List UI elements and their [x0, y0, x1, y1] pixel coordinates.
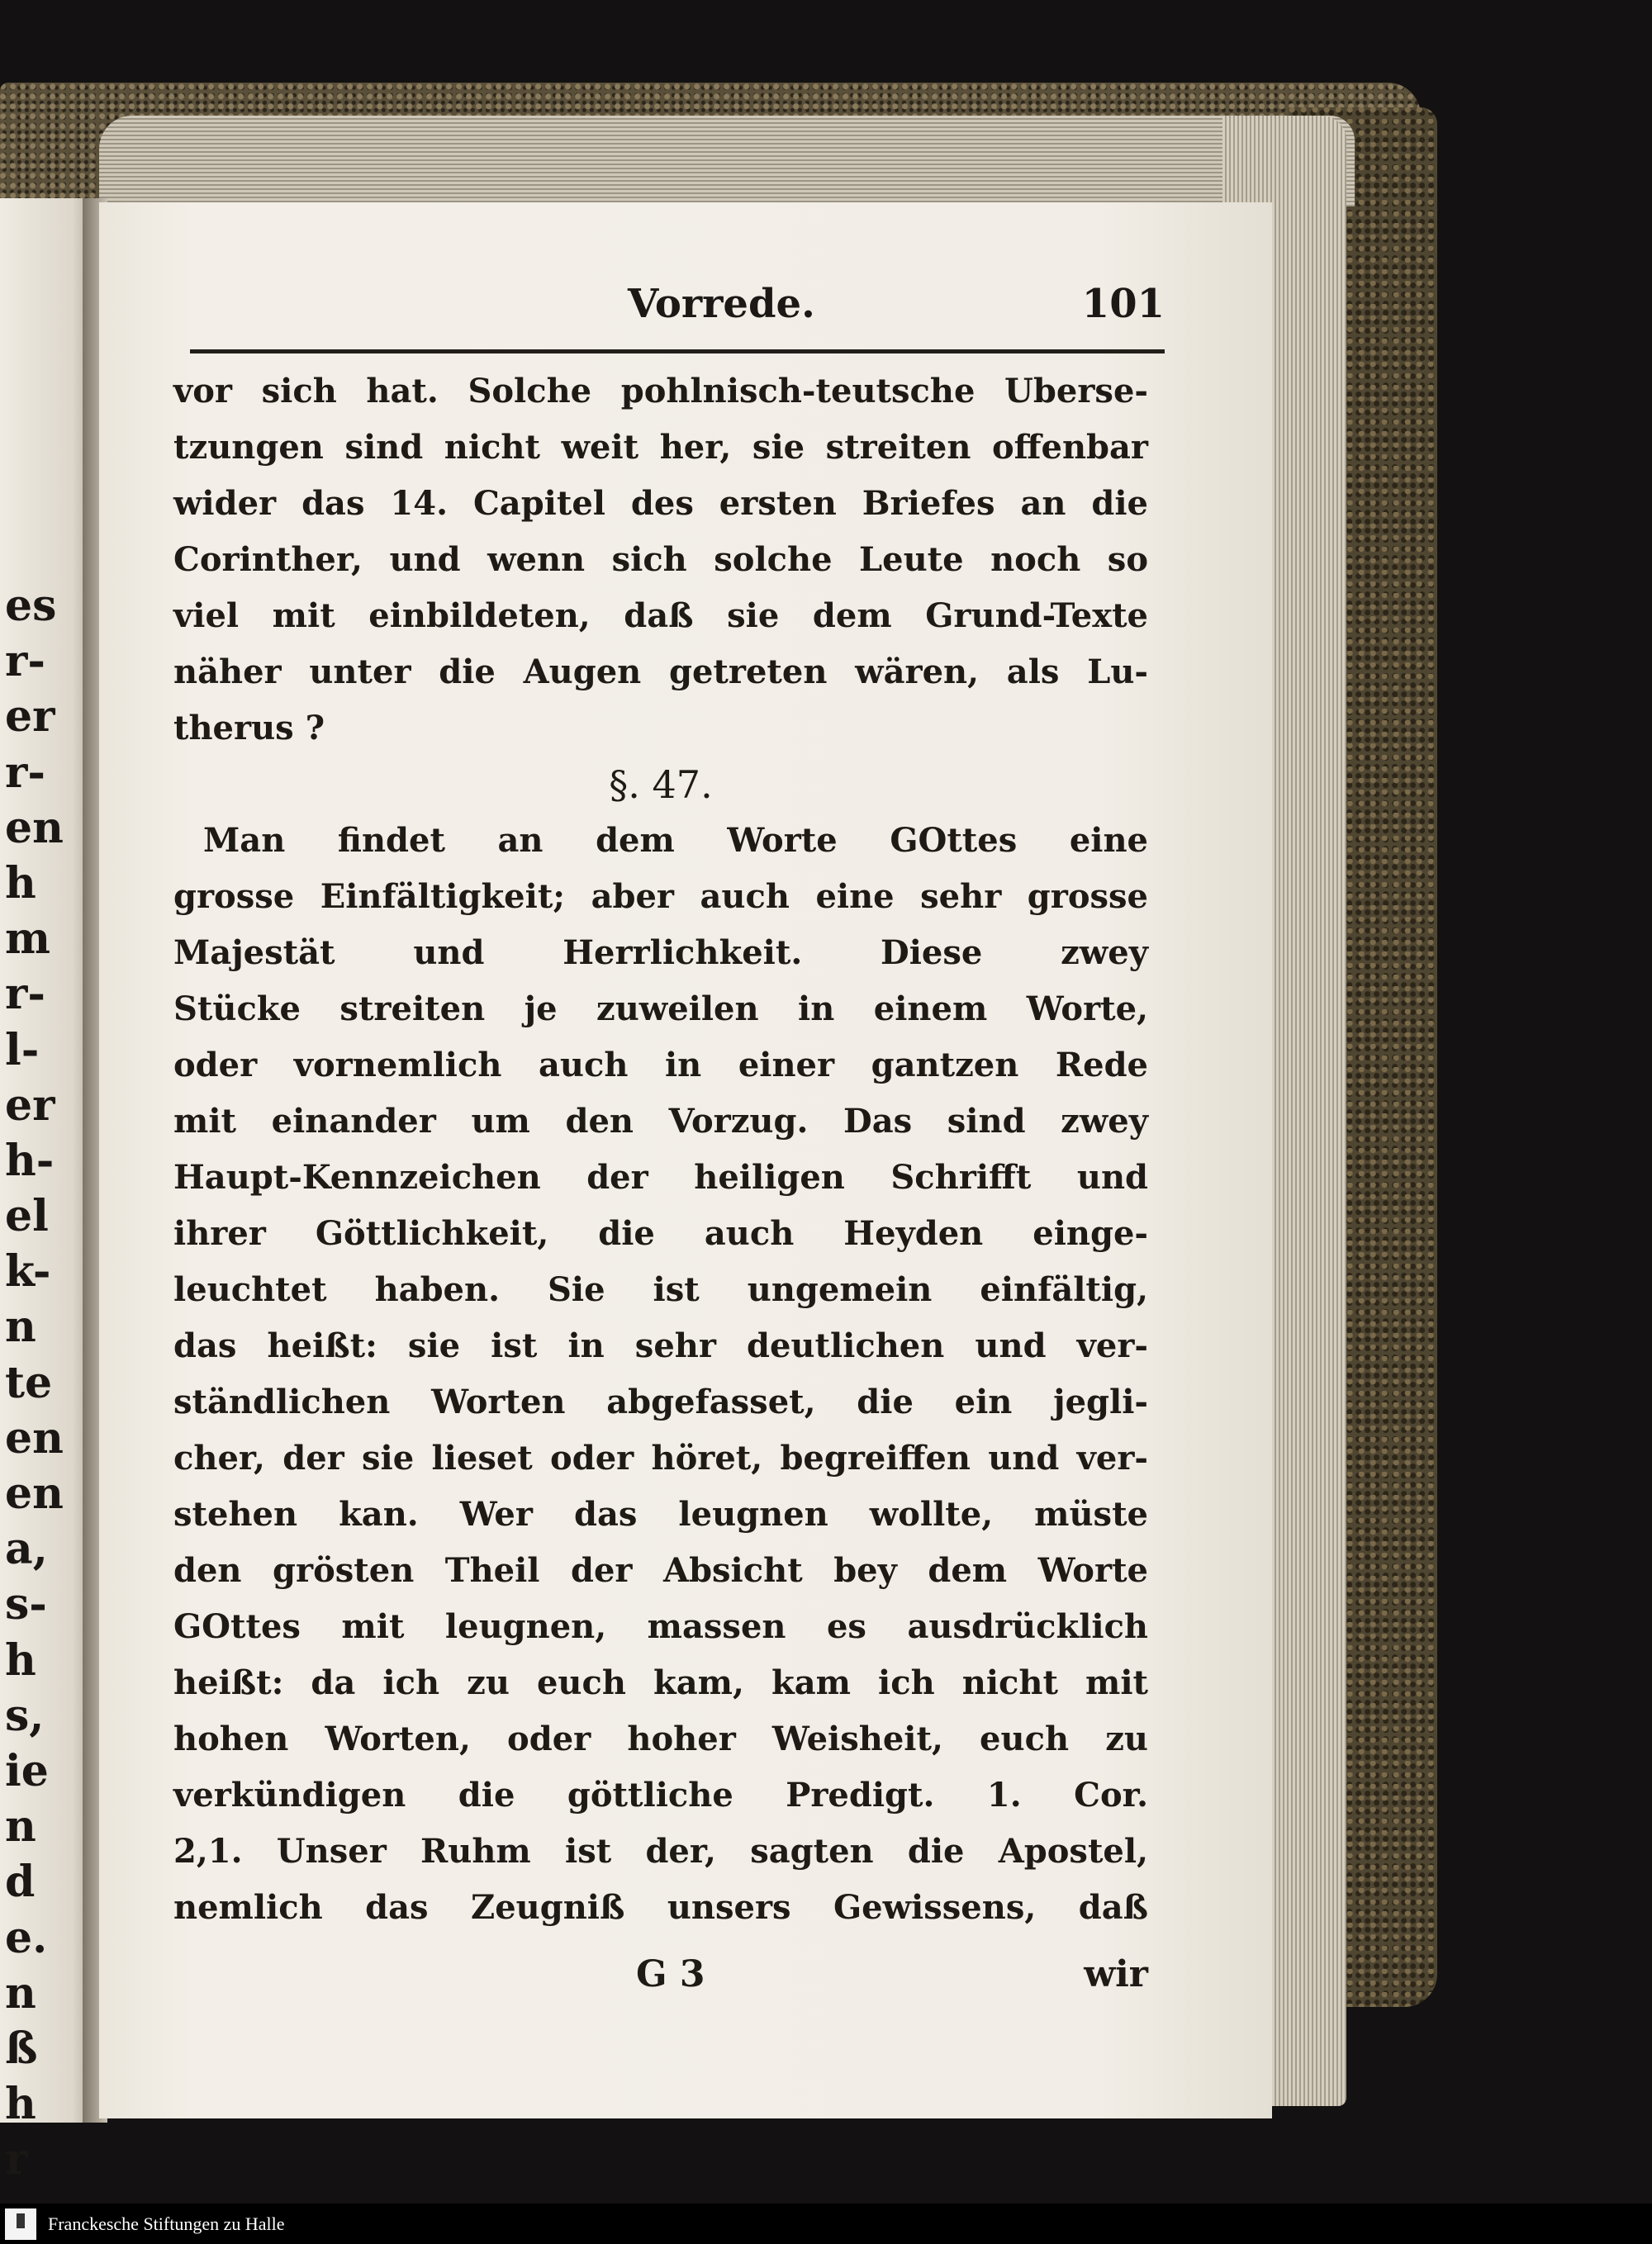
- text-line: heißt: da ich zu euch kam, kam ich nicht mit: [173, 1663, 1148, 1702]
- facing-page-text: [5, 578, 88, 2187]
- running-head: Vorrede.: [628, 281, 815, 327]
- text-line: stehen kan. Wer das leugnen wollte, müste: [173, 1495, 1148, 1534]
- text-line: mit einander um den Vorzug. Das sind zwey: [173, 1102, 1148, 1141]
- book-page: [99, 202, 1272, 2118]
- footer-institution: Franckesche Stiftungen zu Halle: [48, 2213, 285, 2234]
- facing-page-fragment: en: [5, 1468, 64, 1519]
- text-line: Majestät und Herrlichkeit. Diese zwey: [173, 933, 1148, 972]
- facing-page-fragment: h: [5, 1634, 36, 1686]
- text-line: den grösten Theil der Absicht bey dem Worte: [173, 1551, 1148, 1590]
- facing-page-fragment: m: [5, 913, 51, 965]
- text-line: ständlichen Worten abgefasset, die ein jegli-: [173, 1383, 1148, 1421]
- footer-bar: [0, 2204, 1652, 2244]
- facing-page-fragment: es: [5, 581, 57, 631]
- page-footer-marks: [173, 1953, 1148, 2009]
- text-line: näher unter die Augen getreten wären, als Lu-: [173, 652, 1148, 691]
- text-line: Man findet an dem Worte GOttes eine: [203, 821, 1148, 860]
- facing-page-fragment: er: [5, 691, 55, 742]
- page-edges-top: [99, 116, 1355, 206]
- facing-page-fragment: l-: [5, 1024, 40, 1075]
- text-line: wider das 14. Capitel des ersten Briefes an die: [173, 484, 1148, 523]
- facing-page-fragment: s-: [5, 1579, 47, 1630]
- text-line: viel mit einbildeten, daß sie dem Grund-Texte: [173, 596, 1148, 635]
- text-line: GOttes mit leugnen, massen es ausdrücklich: [173, 1607, 1148, 1646]
- text-line: verkündigen die göttliche Predigt. 1. Cor.: [173, 1776, 1148, 1815]
- text-line: grosse Einfältigkeit; aber auch eine sehr grosse: [173, 877, 1148, 916]
- facing-page: [0, 198, 91, 2185]
- facing-page-fragment: h: [5, 2079, 36, 2130]
- text-line: nemlich das Zeugniß unsers Gewissens, daß: [173, 1888, 1148, 1927]
- header-rule: [190, 349, 1165, 353]
- text-line: vor sich hat. Solche pohlnisch-teutsche Uberse-: [173, 372, 1148, 410]
- facing-page-fragment: er: [5, 1079, 55, 1131]
- text-line: tzungen sind nicht weit her, sie streiten offenbar: [173, 428, 1148, 467]
- facing-page-fragment: r-: [5, 747, 45, 798]
- text-line: ihrer Göttlichkeit, die auch Heyden einge-: [173, 1214, 1148, 1253]
- facing-page-fragment: n: [5, 1967, 36, 2019]
- facing-page-fragment: d: [5, 1857, 36, 1908]
- text-line: cher, der sie lieset oder höret, begreiffen und ver-: [173, 1439, 1148, 1478]
- facing-page-fragment: s,: [5, 1690, 45, 1741]
- facing-page-fragment: h-: [5, 1135, 55, 1186]
- text-line: hohen Worten, oder hoher Weisheit, euch zu: [173, 1720, 1148, 1758]
- text-line: 2,1. Unser Ruhm ist der, sagten die Apostel,: [173, 1832, 1148, 1871]
- facing-page-fragment: a,: [5, 1524, 48, 1575]
- text-line: Corinther, und wenn sich solche Leute noch so: [173, 540, 1148, 579]
- institution-logo-icon: [5, 2208, 36, 2240]
- facing-page-fragment: h: [5, 857, 36, 909]
- facing-page-fragment: r-: [5, 636, 45, 687]
- text-line: leuchtet haben. Sie ist ungemein einfältig,: [173, 1270, 1148, 1309]
- facing-page-fragment: ß: [5, 2023, 38, 2074]
- facing-page-fragment: en: [5, 1412, 64, 1464]
- page-header: [190, 281, 1165, 347]
- text-line: oder vornemlich auch in einer gantzen Rede: [173, 1046, 1148, 1084]
- page-number: 101: [1081, 281, 1165, 327]
- facing-page-fragment: r-: [5, 969, 45, 1020]
- text-line: das heißt: sie ist in sehr deutlichen und ver-: [173, 1326, 1148, 1365]
- text-line: therus ?: [173, 709, 325, 747]
- facing-page-fragment: e.: [5, 1912, 48, 1963]
- text-line: Stücke streiten je zuweilen in einem Worte,: [173, 989, 1148, 1028]
- facing-page-fragment: k-: [5, 1246, 51, 1298]
- facing-page-fragment: te: [5, 1357, 53, 1408]
- facing-page-fragment: el: [5, 1191, 49, 1242]
- catchword: wir: [1084, 1953, 1148, 1995]
- facing-page-fragment: n: [5, 1801, 36, 1853]
- signature-mark: G 3: [636, 1953, 705, 1995]
- body-text: [173, 363, 1148, 1936]
- facing-page-fragment: en: [5, 802, 64, 853]
- section-heading: §. 47.: [609, 762, 713, 807]
- facing-page-fragment: ie: [5, 1745, 49, 1796]
- text-line: Haupt-Kennzeichen der heiligen Schrifft und: [173, 1158, 1148, 1197]
- facing-page-fragment: r: [5, 2134, 28, 2185]
- facing-page-fragment: n: [5, 1302, 36, 1353]
